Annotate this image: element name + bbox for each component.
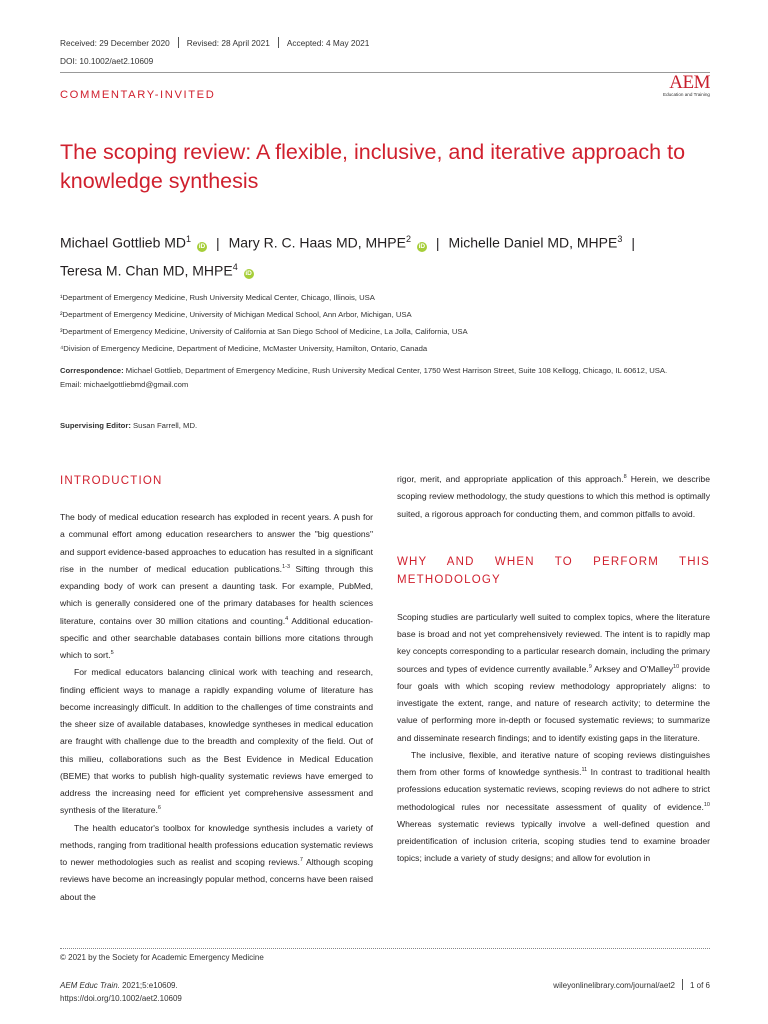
affiliation-item: ²Department of Emergency Medicine, University of Michigan Medical School, Ann Arbor, Michigan, USA [60,310,412,319]
article-doi[interactable]: DOI: 10.1002/aet2.10609 [60,56,154,66]
orcid-icon[interactable]: iD [245,270,252,278]
citation-details: 2021;5:e10609. [119,981,178,990]
editor-name: Susan Farrell, MD. [133,421,198,430]
received-date: Received: 29 December 2020 [60,38,170,48]
footer-right [500,979,710,990]
affiliation-marker: 2 [405,234,411,244]
text-run: The health educator's toolbox for knowledge synthesis includes a variety of methods, ranging from traditional health professions education systematic reviews to newer methodologies such as realist and scoping reviews. [60,822,373,867]
citation-ref[interactable]: 10 [703,801,710,808]
text-run: Although scoping reviews have become an increasingly popular method, concerns have been raised about the [60,857,373,902]
introduction-heading: INTRODUCTION [60,475,163,487]
text-run: The body of medical education research has exploded in recent years. A push for a communal effort among education researchers to answer the "big questions" and support evidence-based approaches to education has resulted in a significant rise in the number of medical education publications. [60,512,373,574]
doi-link[interactable]: https://doi.org/10.1002/aet2.10609 [60,994,182,1003]
citation-ref[interactable]: 10 [673,663,680,670]
text-run: rigor, merit, and appropriate application of this approach. [397,474,624,484]
why-heading: WHY AND WHEN TO PERFORM THIS METHODOLOGY [397,555,710,586]
affiliation-item: ⁴Division of Emergency Medicine, Department of Medicine, McMaster University, Hamilton, Ontario, Canada [60,344,428,353]
divider [278,37,279,48]
citation-ref[interactable]: 9 [588,663,592,670]
correspondence [60,364,700,391]
text-run: Arksey and O'Malley [591,663,674,674]
citation-ref[interactable]: 5 [110,650,114,657]
text-run: For medical educators balancing clinical work with teaching and research, finding efficient ways to manage a rapidly expanding volume of literature has become increasingly difficult. In addition to the challenges of time constraints and the sheer size of available databases, knowledge syntheses in medical education are fraught with challenge due to the breadth and complexity of the field. Out of this milieu, collaborations such as the Best Evidence in Medical Education (BEME) that works to publish high-quality systematic reviews have emerged to address the increasing need for efficient yet comprehensive assessment and synthesis of the literature. [60,667,373,816]
paragraph [397,747,710,868]
paragraph [397,471,710,523]
correspondence-label: Correspondence: [60,366,124,375]
revised-date: Revised: 28 April 2021 [186,38,270,48]
journal-citation [60,979,182,1005]
page-number: 1 of 6 [689,981,710,990]
orcid-icon[interactable]: iD [418,242,426,250]
affiliation-item: ³Department of Emergency Medicine, University of California at San Diego School of Medicine, La Jolla, California, USA [60,327,468,336]
paragraph [60,664,373,819]
accepted-date: Accepted: 4 May 2021 [286,38,370,48]
logo-subtext: Education and Training [663,92,710,97]
header-rule [60,72,710,73]
section-label: COMMENTARY-INVITED [60,89,216,101]
author-name[interactable]: Teresa M. Chan MD, MHPE [60,262,233,279]
author-name[interactable]: Mary R. C. Haas MD, MHPE [228,234,406,251]
article-dates [60,37,369,48]
text-run: Additional education-specific and other searchable databases contain billions more citations through which to sort. [60,615,373,660]
author-list [60,227,720,282]
citation-ref[interactable]: 6 [157,805,161,812]
left-column [60,472,373,906]
citation-ref[interactable]: 1-3 [282,563,291,570]
editor-label: Supervising Editor: [60,421,131,430]
journal-logo [648,73,710,101]
journal-name: AEM Educ Train. [60,981,120,990]
affiliation-marker: 4 [232,261,238,272]
text-run: The inclusive, flexible, and iterative nature of scoping reviews distinguishes them from other forms of knowledge synthesis. [397,749,710,777]
affiliation-marker: 3 [617,234,623,244]
author-separator: | [215,234,220,251]
citation-ref[interactable]: 7 [299,857,303,864]
text-run: Scoping studies are particularly well suited to complex topics, where the literature base is broad and not yet comprehensively reviewed. The intent is to rapidly map key concepts corresponding to a particular research domain, including the primary sources and types of evidence currently available. [397,611,710,674]
divider [682,979,683,990]
orcid-icon[interactable]: iD [198,242,206,250]
citation-ref[interactable]: 4 [285,615,289,622]
copyright-notice: © 2021 by the Society for Academic Emergency Medicine [60,953,264,962]
correspondence-email[interactable]: Email: michaelgottliebmd@gmail.com [60,379,189,389]
author-name[interactable]: Michelle Daniel MD, MHPE [448,234,618,251]
footer-rule [60,948,710,949]
citation-ref[interactable]: 11 [581,767,588,774]
author-separator: | [631,234,635,251]
affiliation-item: ¹Department of Emergency Medicine, Rush University Medical Center, Chicago, Illinois, USA [60,293,375,302]
paragraph [60,509,373,664]
paragraph [60,820,373,906]
affiliation-marker: 1 [186,234,192,244]
divider [178,37,179,48]
author-separator: | [435,234,440,251]
affiliations [60,289,720,357]
right-column [397,471,710,868]
correspondence-text: Michael Gottlieb, Department of Emergency Medicine, Rush University Medical Center, 1750 West Harrison Street, Suite 108 Kellogg, Chicago, IL 60612, USA. [125,366,668,375]
article-title: The scoping review: A flexible, inclusive, and iterative approach to knowledge synthesis [60,140,686,193]
supervising-editor [60,421,197,430]
paragraph [397,609,710,747]
text-run: Herein, we describe scoping review methodology, the study questions to which this method is optimally suited, a rigorous approach for conducting them, and common pitfalls to avoid. [397,474,710,519]
text-run: Whereas systematic reviews typically involve a well-defined question and preidentification of inclusion criteria, scoping studies tend to examine broader topics; include a variety of study designs; and allow for evolution in [397,818,710,864]
text-run: In contrast to traditional health professions education systematic reviews, scoping reviews do not adhere to strict methodological rules nor necessitate assessment of quality of evidence. [397,767,710,812]
author-name[interactable]: Michael Gottlieb MD [60,234,187,251]
logo-wordmark: AEM [669,72,710,93]
text-run: provide four goals with which scoping review methodology appropriately aligns: to investigate the extent, range, and nature of research activity; to determine the value of performing more in-depth or focused systematic reviews; to summarize and disseminate research findings; and to identify existing gaps in the literature. [397,663,710,743]
citation-ref[interactable]: 8 [623,474,627,481]
journal-site-link[interactable]: wileyonlinelibrary.com/journal/aet2 [553,981,675,990]
text-run: Sifting through this expanding body of work can present a daunting task. For example, PubMed, which is generally considered one of the primary databases for health sciences literature, contains over 30 million citations and counting. [60,563,373,626]
